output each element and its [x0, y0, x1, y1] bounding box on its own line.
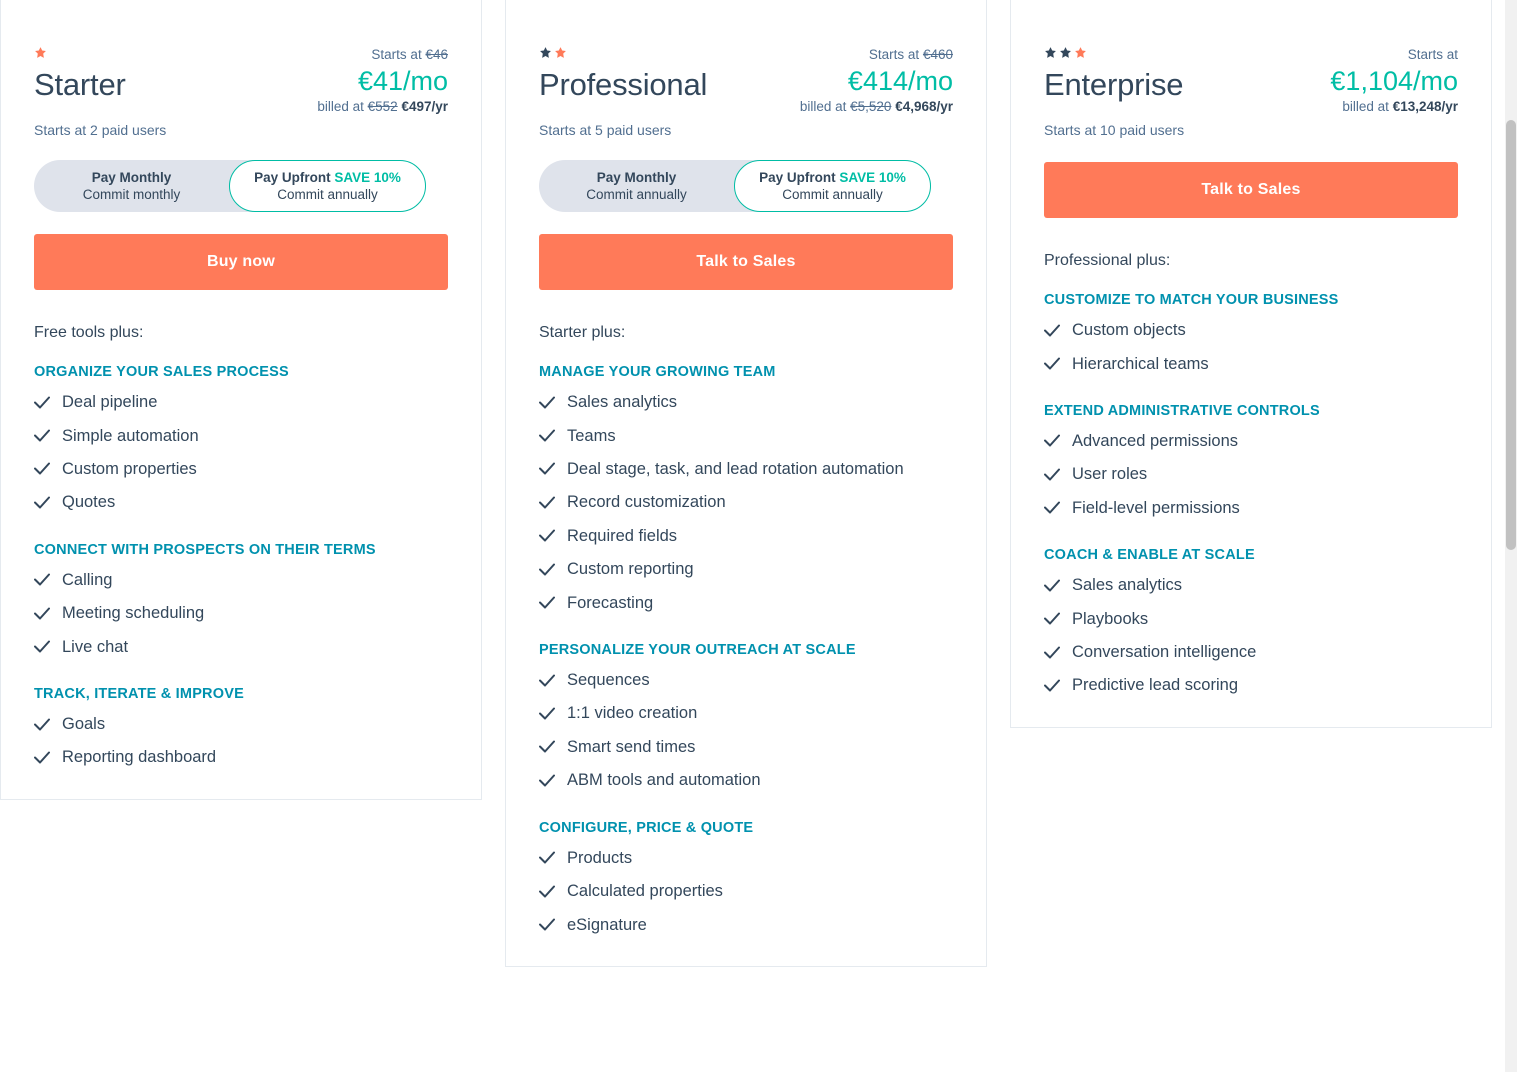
feature-item: [34, 631, 448, 664]
checkmark-icon: [1044, 675, 1060, 695]
pay-monthly-title: Pay Monthly: [596, 169, 677, 185]
checkmark-icon: [34, 637, 50, 657]
original-monthly-price: €46: [425, 47, 448, 62]
feature-item: [1044, 348, 1458, 381]
feature-label: Smart send times: [567, 737, 696, 756]
billing-toggle-professional[interactable]: [539, 160, 931, 212]
checkmark-icon: [1044, 498, 1060, 518]
feature-group-title: EXTEND ADMINISTRATIVE CONTROLS: [1044, 402, 1320, 419]
feature-item: [1044, 669, 1458, 702]
checkmark-icon: [1044, 431, 1060, 451]
pricing-card-professional: [505, 0, 987, 967]
pay-upfront-sub: Commit annually: [782, 187, 883, 203]
cta-button-enterprise[interactable]: Talk to Sales: [1044, 162, 1458, 218]
feature-item: [539, 842, 953, 875]
save-badge-starter: SAVE 10%: [334, 169, 401, 185]
checkmark-icon: [539, 426, 555, 446]
pricing-card-enterprise: [1010, 0, 1492, 728]
starts-at-line-professional: [800, 46, 953, 65]
feature-item: [539, 664, 953, 697]
cta-button-starter[interactable]: Buy now: [34, 234, 448, 290]
checkmark-icon: [539, 559, 555, 579]
checkmark-icon: [539, 881, 555, 901]
billed-now: €13,248/yr: [1392, 99, 1458, 115]
tier-name-professional: Professional: [539, 67, 708, 102]
checkmark-icon: [539, 392, 555, 412]
pay-monthly-sub: Commit annually: [586, 187, 687, 203]
feature-label: Hierarchical teams: [1072, 354, 1209, 373]
star-icon: [539, 46, 552, 59]
feature-label: Custom properties: [62, 459, 197, 478]
feature-label: Calling: [62, 570, 113, 589]
feature-label: Deal pipeline: [62, 393, 158, 412]
feature-list: [1044, 314, 1458, 381]
feature-item: [539, 420, 953, 453]
star-icon: [34, 46, 47, 59]
feature-item: [539, 909, 953, 942]
checkmark-icon: [1044, 609, 1060, 629]
feature-item: [1044, 636, 1458, 669]
feature-label: Reporting dashboard: [62, 748, 217, 767]
feature-item: [34, 708, 448, 741]
checkmark-icon: [539, 915, 555, 935]
feature-group: [1044, 292, 1458, 381]
feature-group: [539, 364, 953, 620]
checkmark-icon: [539, 593, 555, 613]
feature-group-title: CONFIGURE, PRICE & QUOTE: [539, 819, 754, 836]
checkmark-icon: [34, 603, 50, 623]
feature-label: Products: [567, 848, 633, 867]
price-block-professional: [800, 46, 953, 118]
billed-prefix: billed at: [799, 99, 847, 115]
feature-list: [1044, 569, 1458, 703]
feature-item: [539, 587, 953, 620]
starts-at-label: Starts at: [1407, 47, 1458, 62]
checkmark-icon: [34, 392, 50, 412]
feature-list: [1044, 425, 1458, 525]
feature-label: Sequences: [567, 671, 650, 690]
page-scrollbar[interactable]: [1505, 0, 1517, 1072]
checkmark-icon: [539, 770, 555, 790]
starts-at-line-starter: [317, 46, 448, 65]
billed-prefix: billed at: [317, 99, 364, 115]
feature-label: 1:1 video creation: [567, 704, 698, 723]
feature-label: Quotes: [62, 493, 116, 512]
feature-item: [34, 741, 448, 774]
checkmark-icon: [539, 737, 555, 757]
star-icon: [1059, 46, 1072, 59]
feature-label: Field-level permissions: [1072, 498, 1240, 517]
paid-users-enterprise: Starts at 10 paid users: [1044, 122, 1185, 139]
checkmark-icon: [1044, 575, 1060, 595]
feature-group-title: CUSTOMIZE TO MATCH YOUR BUSINESS: [1044, 292, 1339, 309]
checkmark-icon: [34, 714, 50, 734]
feature-item: [539, 553, 953, 586]
feature-item: [34, 453, 448, 486]
feature-label: Custom objects: [1072, 321, 1186, 340]
feature-label: Sales analytics: [567, 393, 678, 412]
feature-group: [539, 642, 953, 798]
card-header-professional: [539, 0, 953, 115]
star-icon: [1074, 46, 1087, 59]
original-monthly-price: €460: [922, 47, 953, 62]
feature-group-title: TRACK, ITERATE & IMPROVE: [34, 686, 244, 703]
feature-item: [1044, 425, 1458, 458]
feature-group: [34, 542, 448, 664]
billing-toggle-starter[interactable]: [34, 160, 426, 212]
star-icon: [554, 46, 567, 59]
paid-users-professional: Starts at 5 paid users: [539, 122, 672, 139]
feature-group: [539, 820, 953, 942]
feature-label: Teams: [567, 426, 616, 445]
tier-name-starter: Starter: [34, 67, 126, 102]
feature-label: Simple automation: [62, 426, 199, 445]
feature-item: [34, 386, 448, 419]
checkmark-icon: [539, 703, 555, 723]
feature-group: [34, 686, 448, 775]
billed-line-starter: [317, 97, 448, 117]
pay-monthly-option-starter[interactable]: [34, 160, 229, 212]
feature-group-title: ORGANIZE YOUR SALES PROCESS: [34, 364, 289, 381]
pay-upfront-option-starter[interactable]: [229, 160, 426, 212]
feature-label: Calculated properties: [567, 882, 723, 901]
feature-label: Sales analytics: [1072, 576, 1183, 595]
feature-label: Predictive lead scoring: [1072, 676, 1238, 695]
feature-item: [34, 420, 448, 453]
feature-label: Custom reporting: [567, 560, 694, 579]
feature-group-title: PERSONALIZE YOUR OUTREACH AT SCALE: [539, 642, 856, 659]
feature-label: Goals: [62, 715, 106, 734]
feature-group: [34, 364, 448, 520]
cta-button-professional[interactable]: Talk to Sales: [539, 234, 953, 290]
scrollbar-thumb[interactable]: [1506, 120, 1516, 550]
feature-list: [34, 708, 448, 775]
feature-list: [539, 842, 953, 942]
checkmark-icon: [34, 570, 50, 590]
pay-upfront-title: Pay Upfront: [254, 169, 331, 185]
pay-monthly-title: Pay Monthly: [91, 169, 172, 185]
billed-line-enterprise: [1330, 97, 1458, 117]
feature-item: [539, 520, 953, 553]
checkmark-icon: [539, 492, 555, 512]
billed-now: €497/yr: [401, 99, 448, 115]
checkmark-icon: [539, 459, 555, 479]
card-header-starter: [34, 0, 448, 115]
feature-label: Record customization: [567, 493, 726, 512]
feature-item: [34, 597, 448, 630]
starts-at-label: Starts at: [371, 47, 422, 62]
price-block-starter: [317, 46, 448, 118]
plus-line-enterprise: Professional plus:: [1044, 252, 1171, 270]
feature-label: Required fields: [567, 526, 678, 545]
feature-label: Deal stage, task, and lead rotation automation: [567, 459, 904, 478]
billed-original: €5,520: [850, 99, 892, 115]
feature-group-title: CONNECT WITH PROSPECTS ON THEIR TERMS: [34, 541, 376, 558]
checkmark-icon: [34, 426, 50, 446]
starts-at-line-enterprise: [1330, 46, 1458, 65]
checkmark-icon: [539, 848, 555, 868]
feature-item: [1044, 458, 1458, 491]
billed-now: €4,968/yr: [895, 99, 953, 115]
feature-group-title: COACH & ENABLE AT SCALE: [1044, 547, 1255, 564]
feature-label: Conversation intelligence: [1072, 643, 1257, 662]
feature-item: [539, 875, 953, 908]
price-monthly-enterprise: €1,104/mo: [1330, 65, 1458, 96]
checkmark-icon: [1044, 354, 1060, 374]
checkmark-icon: [34, 492, 50, 512]
checkmark-icon: [539, 670, 555, 690]
tier-name-enterprise: Enterprise: [1044, 67, 1184, 102]
feature-item: [539, 764, 953, 797]
toggle-placeholder: [1044, 138, 1458, 140]
feature-label: ABM tools and automation: [567, 771, 761, 790]
feature-item: [34, 486, 448, 519]
feature-group: [1044, 547, 1458, 703]
feature-item: [539, 386, 953, 419]
starts-at-label: Starts at: [868, 47, 920, 62]
feature-item: [1044, 314, 1458, 347]
save-badge-professional: SAVE 10%: [839, 169, 906, 185]
feature-label: Advanced permissions: [1072, 431, 1238, 450]
checkmark-icon: [1044, 642, 1060, 662]
checkmark-icon: [1044, 320, 1060, 340]
feature-group-title: MANAGE YOUR GROWING TEAM: [539, 364, 776, 381]
feature-item: [539, 453, 953, 486]
feature-item: [539, 697, 953, 730]
billed-line-professional: [800, 97, 953, 117]
feature-label: Meeting scheduling: [62, 604, 205, 623]
checkmark-icon: [34, 459, 50, 479]
card-header-enterprise: [1044, 0, 1458, 115]
price-monthly-professional: €414/mo: [847, 65, 953, 96]
feature-item: [539, 486, 953, 519]
checkmark-icon: [1044, 464, 1060, 484]
pay-monthly-option-professional[interactable]: [539, 160, 734, 212]
feature-label: User roles: [1072, 465, 1148, 484]
feature-label: eSignature: [567, 915, 647, 934]
feature-list: [34, 564, 448, 664]
pricing-card-starter: [0, 0, 482, 800]
feature-label: Forecasting: [567, 593, 654, 612]
feature-item: [539, 731, 953, 764]
plus-line-professional: Starter plus:: [539, 324, 626, 342]
pay-upfront-sub: Commit annually: [277, 187, 378, 203]
billed-prefix: billed at: [1342, 99, 1389, 115]
pay-upfront-option-professional[interactable]: [734, 160, 931, 212]
paid-users-starter: Starts at 2 paid users: [34, 122, 167, 139]
pay-monthly-sub: Commit monthly: [82, 187, 181, 203]
price-monthly-starter: €41/mo: [357, 65, 448, 96]
feature-label: Live chat: [62, 637, 129, 656]
billed-original: €552: [367, 99, 398, 115]
feature-item: [1044, 569, 1458, 602]
checkmark-icon: [539, 526, 555, 546]
feature-label: Playbooks: [1072, 609, 1149, 628]
feature-list: [539, 386, 953, 620]
feature-item: [34, 564, 448, 597]
feature-item: [1044, 492, 1458, 525]
star-icon: [1044, 46, 1057, 59]
plus-line-starter: Free tools plus:: [34, 324, 144, 342]
pay-upfront-title: Pay Upfront: [759, 169, 836, 185]
price-block-enterprise: [1330, 46, 1458, 118]
feature-item: [1044, 603, 1458, 636]
checkmark-icon: [34, 747, 50, 767]
feature-group: [1044, 403, 1458, 525]
feature-list: [34, 386, 448, 520]
feature-list: [539, 664, 953, 798]
